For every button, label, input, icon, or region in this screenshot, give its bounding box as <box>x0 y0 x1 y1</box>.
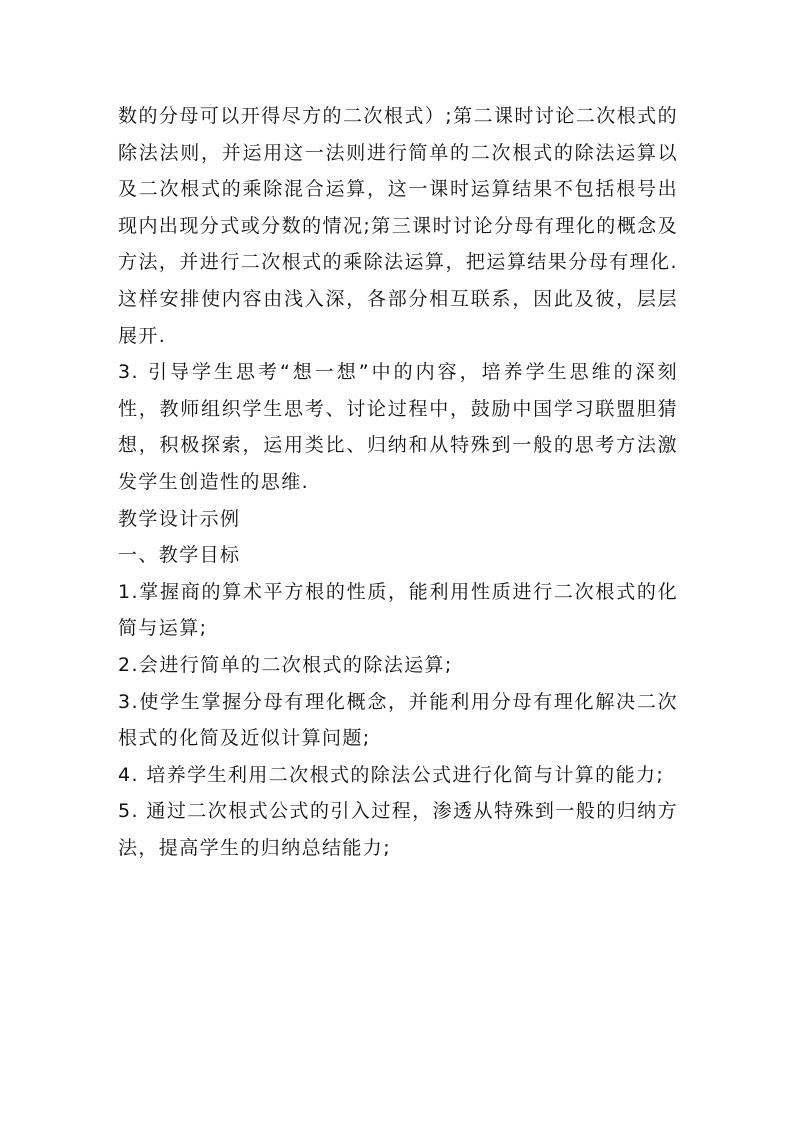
objective-item-5: 5. 通过二次根式公式的引入过程，渗透从特殊到一般的归纳方法，提高学生的归纳总结能力; <box>118 800 678 859</box>
objective-item-1: 1.掌握商的算术平方根的性质，能利用性质进行二次根式的化简与运算; <box>118 580 678 640</box>
section-title-teaching-objectives: 一、教学目标 <box>118 544 241 567</box>
document-body <box>118 98 678 866</box>
section-title-teaching-design: 教学设计示例 <box>118 507 241 530</box>
objective-item-3: 3.使学生掌握分母有理化概念，并能利用分母有理化解决二次根式的化简及近似计算问题; <box>118 690 678 750</box>
paragraph-guidance-point-3: 3. 引导学生思考“想一想”中的内容，培养学生思维的深刻性，教师组织学生思考、讨论过程中，鼓励中国学习联盟胆猜想，积极探索，运用类比、归纳和从特殊到一般的思考方法激发学生创造性的思维. <box>118 361 678 493</box>
paragraph-lesson-arrangement: 数的分母可以开得尽方的二次根式）;第二课时讨论二次根式的除法法则，并运用这一法则进行简单的二次根式的除法运算以及二次根式的乘除混合运算，这一课时运算结果不包括根号出现内出现分式或分数的情况;第三课时讨论分母有理化的概念及方法，并进行二次根式的乘除法运算，把运算结果分母有理化.这样安排使内容由浅入深，各部分相互联系，因此及彼，层层展开. <box>118 105 678 347</box>
objective-item-2: 2.会进行简单的二次根式的除法运算; <box>118 653 453 676</box>
objective-item-4: 4. 培养学生利用二次根式的除法公式进行化简与计算的能力; <box>118 763 665 786</box>
